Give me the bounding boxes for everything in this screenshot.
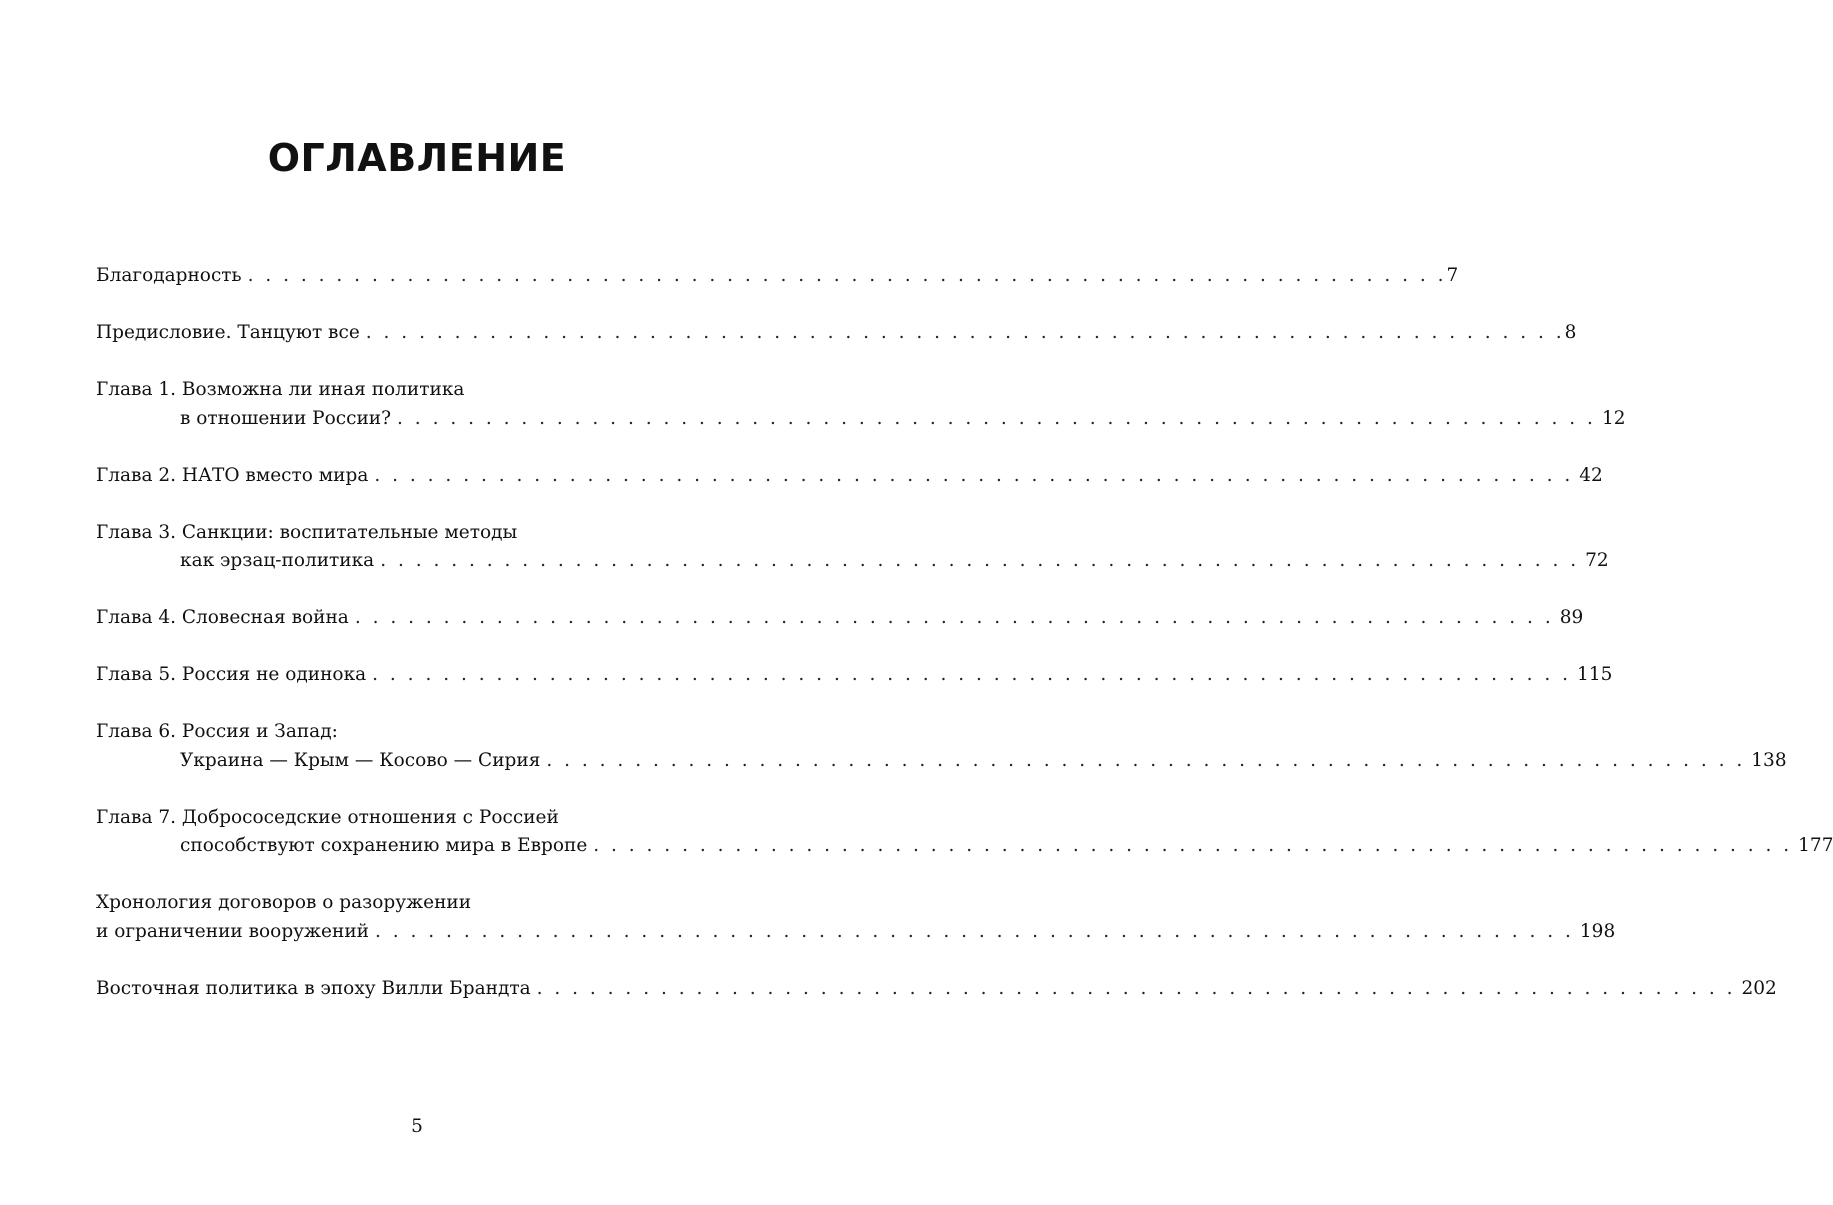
toc-line [96, 319, 1577, 348]
toc-entry-title-continuation: способствуют сохранению мира в Европе [180, 835, 588, 856]
toc-entry-title-continuation: и ограничении вооружений [96, 920, 370, 942]
dot-leader: . . . . . . . . . . . . . . . . . . . . . . . . . . . . . . . . . . . . . . . . . . . . . . . . . . . . . . . . . . . . . . . . . . . . [380, 550, 1580, 571]
toc-entry-chapter-3[interactable] [96, 519, 1609, 576]
toc-entry-chronology[interactable] [96, 889, 1616, 946]
toc-page-number: 8 [1564, 322, 1577, 343]
page-title: ОГЛАВЛЕНИЕ [267, 136, 567, 180]
dot-leader: . . . . . . . . . . . . . . . . . . . . . . . . . . . . . . . . . . . . . . . . . . . . . . . . . . . . . . . . . . . . . . . . . . . . [593, 835, 1793, 856]
toc-page-number: 202 [1741, 977, 1777, 999]
toc-entry-chapter-5[interactable] [96, 661, 1613, 690]
toc-entry-chapter-1[interactable] [96, 376, 1626, 433]
toc-entry-title: Глава 4. Словесная война [96, 607, 349, 628]
toc-page-number: 7 [1446, 265, 1459, 286]
dot-leader: . . . . . . . . . . . . . . . . . . . . . . . . . . . . . . . . . . . . . . . . . . . . . . . . . . . . . . . . . . . . . . . . . . . . [397, 407, 1596, 429]
toc-entry-title-continuation: как эрзац-политика [180, 550, 375, 571]
toc-page-number: 177 [1798, 835, 1833, 856]
dot-leader: . . . . . . . . . . . . . . . . . . . . . . . . . . . . . . . . . . . . . . . . . . . . . . . . . . . . . . . . . . . . . . . . . . . . [546, 749, 1746, 771]
toc-entry-preface[interactable] [96, 319, 1577, 348]
toc-entry-title: Глава 3. Санкции: воспитательные методы [96, 521, 518, 543]
toc-entry-title: Восточная политика в эпоху Вилли Брандта [96, 977, 531, 999]
toc-page-number: 42 [1579, 464, 1603, 486]
dot-leader: . . . . . . . . . . . . . . . . . . . . . . . . . . . . . . . . . . . . . . . . . . . . . . . . . . . . . . . . . . . . . . . . . . . . [536, 977, 1736, 999]
toc-entry-title: Глава 1. Возможна ли иная политика [96, 379, 465, 400]
dot-leader: . . . . . . . . . . . . . . . . . . . . . . . . . . . . . . . . . . . . . . . . . . . . . . . . . . . . . . . . . . . . . . . . . . . . [365, 322, 1565, 343]
toc-line [96, 889, 732, 918]
toc-entry-chapter-6[interactable] [96, 718, 1787, 775]
toc-entry-title: Благодарность [96, 265, 242, 286]
toc-entry-title-continuation: в отношении России? [180, 407, 392, 429]
toc-line-continuation [96, 747, 1787, 776]
toc-entry-title: Глава 6. Россия и Запад: [96, 721, 338, 742]
dot-leader: . . . . . . . . . . . . . . . . . . . . . . . . . . . . . . . . . . . . . . . . . . . . . . . . . . . . . . . . . . . . . . . . . . . . [374, 464, 1574, 486]
table-of-contents [96, 262, 1833, 1032]
toc-entry-ostpolitik[interactable] [96, 975, 1777, 1004]
toc-page-number: 72 [1585, 550, 1609, 571]
toc-page-number: 89 [1559, 607, 1584, 628]
toc-line-continuation [96, 405, 1626, 434]
toc-line-continuation [96, 832, 1833, 861]
toc-line-continuation [96, 547, 1609, 576]
toc-entry-title: Глава 7. Добрососедские отношения с Россией [96, 806, 559, 828]
toc-entry-title-continuation: Украина — Крым — Косово — Сирия [180, 749, 541, 771]
toc-entry-title: Глава 5. Россия не одинока [96, 664, 367, 685]
toc-entry-title: Предисловие. Танцуют все [96, 322, 360, 343]
toc-entry-acknowledgements[interactable] [96, 262, 1459, 291]
toc-line [96, 804, 732, 833]
toc-line [96, 462, 1603, 491]
toc-line [96, 376, 732, 405]
toc-page-number: 12 [1601, 407, 1626, 429]
toc-line [96, 661, 1613, 690]
dot-leader: . . . . . . . . . . . . . . . . . . . . . . . . . . . . . . . . . . . . . . . . . . . . . . . . . . . . . . . . . . . . . . . . . . . . [375, 920, 1574, 942]
toc-entry-chapter-7[interactable] [96, 804, 1833, 861]
toc-line [96, 975, 1777, 1004]
toc-line [96, 519, 732, 548]
toc-page-number: 115 [1577, 664, 1613, 685]
dot-leader: . . . . . . . . . . . . . . . . . . . . . . . . . . . . . . . . . . . . . . . . . . . . . . . . . . . . . . . . . . . . . . . . . . . . [372, 664, 1572, 685]
toc-line [96, 718, 732, 747]
toc-entry-chapter-2[interactable] [96, 462, 1603, 491]
toc-page-number: 198 [1579, 920, 1616, 942]
toc-line [96, 262, 1459, 291]
toc-line-continuation [96, 918, 1616, 947]
toc-line [96, 604, 1584, 633]
toc-entry-chapter-4[interactable] [96, 604, 1584, 633]
toc-page-number: 138 [1751, 749, 1787, 771]
page-number: 5 [411, 1116, 423, 1137]
toc-entry-title: Хронология договоров о разоружении [96, 892, 472, 913]
dot-leader: . . . . . . . . . . . . . . . . . . . . . . . . . . . . . . . . . . . . . . . . . . . . . . . . . . . . . . . . . . . . . . . . . . . . [354, 607, 1554, 628]
dot-leader: . . . . . . . . . . . . . . . . . . . . . . . . . . . . . . . . . . . . . . . . . . . . . . . . . . . . . . . . . . . . . . . . . . . . [247, 265, 1447, 286]
toc-entry-title: Глава 2. НАТО вместо мира [96, 464, 369, 486]
